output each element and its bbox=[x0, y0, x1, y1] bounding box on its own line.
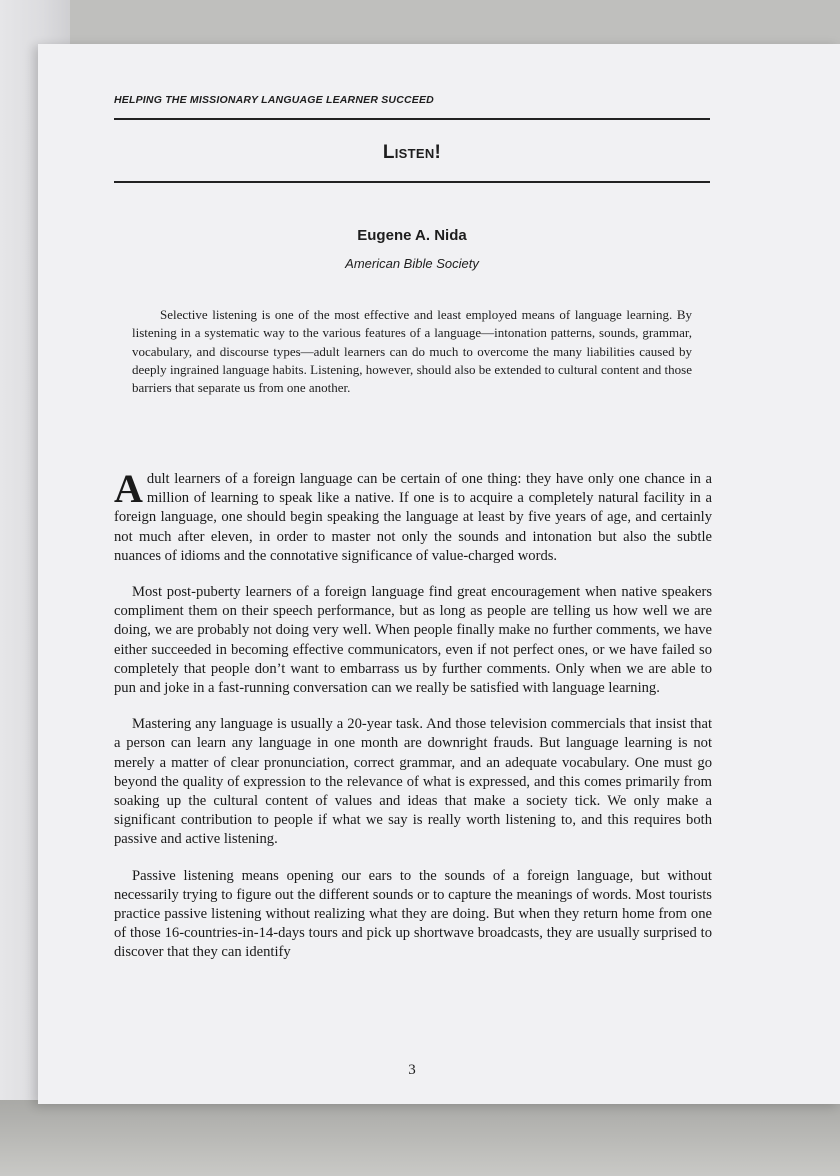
paragraph-1-text: dult learners of a foreign language can be certain of one thing: they have only one chance in a million of learning to speak like a native. If one is to acquire a completely natural facility in a foreign language, one should begin speaking the language at least by five years of age, and certainly not much after eleven, in order to master not only the sounds and intonation but also the subtle nuances of idioms and the connotative significance of value-charged words. bbox=[114, 471, 712, 564]
author-name: Eugene A. Nida bbox=[357, 227, 467, 244]
background-surface bbox=[0, 1100, 840, 1176]
article-body bbox=[114, 466, 712, 980]
paragraph-2: Most post-puberty learners of a foreign language find great encouragement when native speakers compliment them on their speech performance, but as long as people are telling us how well we are doing, we are probably not doing very well. When people finally make no further comments, we have either succeeded in becoming effective communicators, even if not perfect ones, or we have failed so completely that people don’t want to embarrass us by further comments. Only when we are able to pun and joke in a fast-running conversation can we really be satisfied with language learning. bbox=[114, 584, 712, 697]
document-page bbox=[38, 44, 840, 1104]
drop-cap: A bbox=[114, 466, 143, 511]
paragraph-4: Passive listening means opening our ears to the sounds of a foreign language, but without necessarily trying to figure out the different sounds or to capture the meanings of words. Most tourists practice passive listening without realizing what they are doing. But when they return home from one of those 16-countries-in-14-days tours and pick up shortwave broadcasts, they are usually surprised to discover that they can identify bbox=[114, 867, 712, 961]
article-title: Listen! bbox=[382, 142, 442, 163]
bottom-rule bbox=[114, 181, 710, 183]
author-affiliation: American Bible Society bbox=[345, 256, 479, 271]
page-number: 3 bbox=[408, 1062, 416, 1078]
top-rule bbox=[114, 118, 710, 120]
paragraph-1 bbox=[114, 466, 712, 566]
paragraph-3: Mastering any language is usually a 20-year task. And those television commercials that insist that a person can learn any language in one month are downright frauds. But language learning is not merely a matter of clear pronunciation, correct grammar, and an adequate vocabulary. One must go beyond the quality of expression to the relevance of what is expressed, and this comes primarily from soaking up the cultural content of values and ideas that make a society tick. We only make a significant contribution to people if what we say is really worth listening to, and this requires both passive and active listening. bbox=[114, 716, 712, 848]
running-head: HELPING THE MISSIONARY LANGUAGE LEARNER SUCCEED bbox=[114, 94, 434, 106]
abstract: Selective listening is one of the most effective and least employed means of language learning. By listening in a systematic way to the various features of a language—intonation patterns, sounds, grammar, vocabulary, and discourse types—adult learners can do much to overcome the many liabilities caused by deeply ingrained language habits. Listening, however, should also be extended to cultural content and those barriers that separate us from one another. bbox=[132, 307, 692, 396]
